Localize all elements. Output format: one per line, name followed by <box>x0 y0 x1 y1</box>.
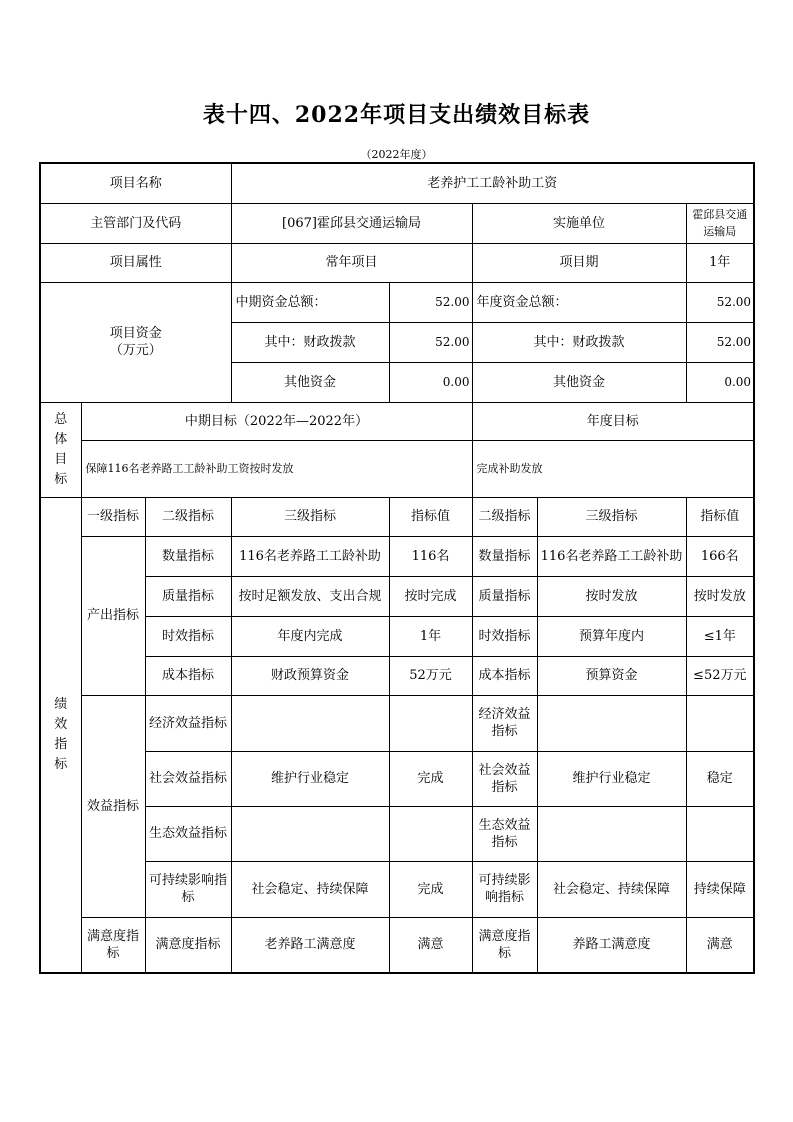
output-annual-l3: 预算资金 <box>537 656 686 695</box>
annual-other-label: 其他资金 <box>472 362 686 402</box>
output-annual-l3: 预算年度内 <box>537 616 686 656</box>
fiscal-year: （2022年度） <box>360 148 433 161</box>
level3-header: 三级指标 <box>231 497 389 536</box>
output-value: 1年 <box>389 616 472 656</box>
benefit-annual-value: 持续保障 <box>686 861 754 917</box>
funds-label: 项目资金 （万元） <box>40 282 231 402</box>
mid-fiscal-value: 52.00 <box>389 322 472 362</box>
value-header: 指标值 <box>389 497 472 536</box>
satisfaction-annual-l2: 满意度指 标 <box>472 917 537 973</box>
mid-other-value: 0.00 <box>389 362 472 402</box>
annual-level3-header: 三级指标 <box>537 497 686 536</box>
output-annual-value: ≤1年 <box>686 616 754 656</box>
output-annual-l2: 质量指标 <box>472 576 537 616</box>
page-title: 表十四、2022年项目支出绩效目标表 <box>202 102 591 128</box>
output-l2: 时效指标 <box>145 616 231 656</box>
output-l3: 116名老养路工工龄补助 <box>231 536 389 576</box>
benefit-l2: 社会效益指标 <box>145 751 231 806</box>
period-label: 项目期 <box>472 243 686 282</box>
perf-indicators-label: 绩效指标 <box>40 497 81 973</box>
dept-code-label: 主管部门及代码 <box>40 203 231 243</box>
benefit-value: 完成 <box>389 751 472 806</box>
output-annual-l2: 数量指标 <box>472 536 537 576</box>
benefit-annual-l2: 生态效益 指标 <box>472 806 537 861</box>
attribute-value: 常年项目 <box>231 243 472 282</box>
annual-value-header: 指标值 <box>686 497 754 536</box>
benefit-annual-l3: 维护行业稳定 <box>537 751 686 806</box>
output-level1: 产出指标 <box>81 536 145 695</box>
benefit-l2: 生态效益指标 <box>145 806 231 861</box>
mid-other-label: 其他资金 <box>231 362 389 402</box>
project-name-label: 项目名称 <box>40 163 231 203</box>
benefit-l3 <box>231 806 389 861</box>
benefit-l3: 社会稳定、持续保障 <box>231 861 389 917</box>
output-l3: 按时足额发放、支出合规 <box>231 576 389 616</box>
benefit-value: 完成 <box>389 861 472 917</box>
satisfaction-l2: 满意度指标 <box>145 917 231 973</box>
impl-unit-label: 实施单位 <box>472 203 686 243</box>
benefit-l2: 可持续影响指 标 <box>145 861 231 917</box>
overall-goal-label: 总体目标 <box>40 402 81 497</box>
mid-total-label: 中期资金总额： <box>231 282 389 322</box>
benefit-annual-l2: 社会效益 指标 <box>472 751 537 806</box>
benefit-annual-l3 <box>537 806 686 861</box>
satisfaction-annual-value: 满意 <box>686 917 754 973</box>
annual-total-label: 年度资金总额： <box>472 282 686 322</box>
benefit-value <box>389 806 472 861</box>
benefit-value <box>389 695 472 751</box>
benefit-level1: 效益指标 <box>81 695 145 917</box>
level2-header: 二级指标 <box>145 497 231 536</box>
benefit-annual-value: 稳定 <box>686 751 754 806</box>
output-l3: 财政预算资金 <box>231 656 389 695</box>
benefit-l2: 经济效益指标 <box>145 695 231 751</box>
benefit-l3: 维护行业稳定 <box>231 751 389 806</box>
output-value: 按时完成 <box>389 576 472 616</box>
output-annual-value: 166名 <box>686 536 754 576</box>
mid-total-value: 52.00 <box>389 282 472 322</box>
satisfaction-value: 满意 <box>389 917 472 973</box>
annual-fiscal-value: 52.00 <box>686 322 754 362</box>
annual-total-value: 52.00 <box>686 282 754 322</box>
output-value: 116名 <box>389 536 472 576</box>
output-annual-l3: 按时发放 <box>537 576 686 616</box>
level1-header: 一级指标 <box>81 497 145 536</box>
output-l2: 成本指标 <box>145 656 231 695</box>
benefit-annual-l2: 经济效益 指标 <box>472 695 537 751</box>
output-annual-value: 按时发放 <box>686 576 754 616</box>
mid-goal-text: 保障116名老养路工工龄补助工资按时发放 <box>81 440 472 497</box>
output-annual-value: ≤52万元 <box>686 656 754 695</box>
annual-other-value: 0.00 <box>686 362 754 402</box>
output-l2: 质量指标 <box>145 576 231 616</box>
satisfaction-level1: 满意度指 标 <box>81 917 145 973</box>
satisfaction-l3: 老养路工满意度 <box>231 917 389 973</box>
attribute-label: 项目属性 <box>40 243 231 282</box>
output-annual-l3: 116名老养路工工龄补助 <box>537 536 686 576</box>
mid-goal-header: 中期目标（2022年—2022年） <box>81 402 472 440</box>
output-value: 52万元 <box>389 656 472 695</box>
impl-unit-value: 霍邱县交通运输局 <box>686 203 754 243</box>
output-l3: 年度内完成 <box>231 616 389 656</box>
annual-goal-header: 年度目标 <box>472 402 754 440</box>
period-value: 1年 <box>686 243 754 282</box>
benefit-annual-l3: 社会稳定、持续保障 <box>537 861 686 917</box>
mid-fiscal-label: 其中：财政拨款 <box>231 322 389 362</box>
benefit-annual-l2: 可持续影 响指标 <box>472 861 537 917</box>
annual-fiscal-label: 其中：财政拨款 <box>472 322 686 362</box>
benefit-annual-value <box>686 695 754 751</box>
benefit-annual-value <box>686 806 754 861</box>
dept-code-value: [067]霍邱县交通运输局 <box>231 203 472 243</box>
output-annual-l2: 成本指标 <box>472 656 537 695</box>
annual-level2-header: 二级指标 <box>472 497 537 536</box>
output-l2: 数量指标 <box>145 536 231 576</box>
project-name-value: 老养护工工龄补助工资 <box>231 163 754 203</box>
benefit-annual-l3 <box>537 695 686 751</box>
output-annual-l2: 时效指标 <box>472 616 537 656</box>
satisfaction-annual-l3: 养路工满意度 <box>537 917 686 973</box>
performance-table <box>39 162 755 974</box>
annual-goal-text: 完成补助发放 <box>472 440 754 497</box>
benefit-l3 <box>231 695 389 751</box>
